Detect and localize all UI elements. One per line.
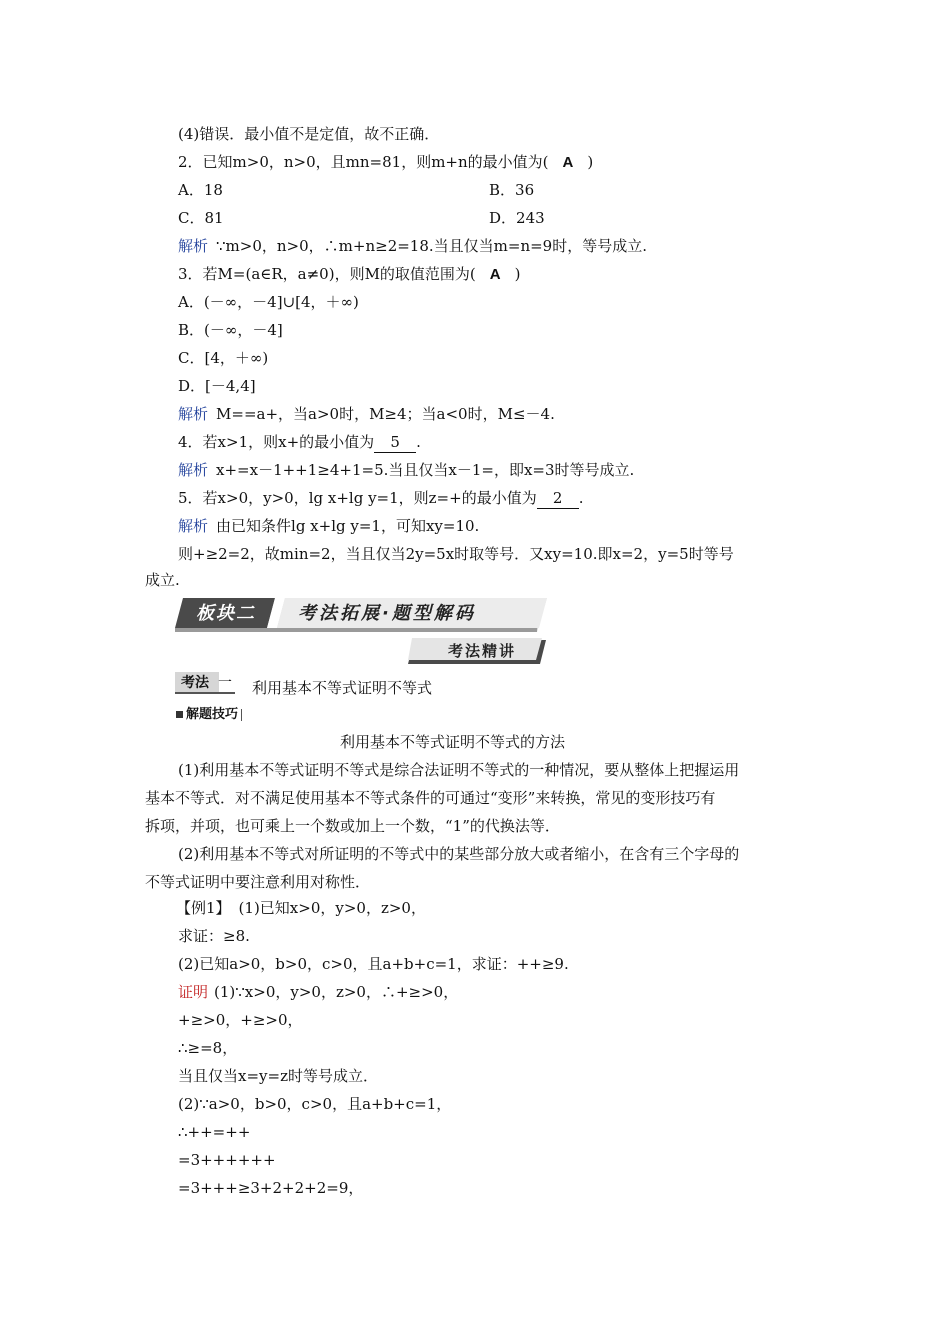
option-d: D．[－4,4]	[178, 377, 256, 395]
close-paren: )	[514, 265, 521, 283]
text-line: 则+≥2=2，故min=2，当且仅当2y=5x时取等号．又xy=10.即x=2，y=5时等号	[178, 545, 734, 563]
text-line: (1)利用基本不等式证明不等式是综合法证明不等式的一种情况，要从整体上把握运用	[178, 761, 740, 779]
answer-choice: A	[562, 154, 574, 171]
proof-1	[178, 982, 458, 1002]
sub-banner-label: 考法精讲	[448, 642, 517, 660]
text-line: 拆项，并项，也可乘上一个数或加上一个数，“1”的代换法等．	[145, 817, 560, 835]
solution-2	[178, 236, 647, 256]
proof-text: (1)∵x>0，y>0，z>0，∴+≥>0，	[214, 983, 459, 1001]
text-line: 当且仅当x=y=z时等号成立．	[178, 1067, 378, 1085]
solution-4	[178, 460, 634, 480]
tag-divider	[241, 709, 242, 721]
method-title: 利用基本不等式证明不等式的方法	[340, 733, 566, 751]
text-line: 不等式证明中要注意利用对称性．	[145, 873, 371, 891]
option-d: D．243	[489, 209, 545, 227]
option-a: A．18	[178, 181, 223, 199]
question-4	[178, 432, 421, 453]
solution-3	[178, 404, 555, 424]
solution-text: x+=x－1++1≥4+1=5.当且仅当x－1=，即x=3时等号成立.	[216, 461, 635, 479]
banner-left-label: 板块二	[196, 603, 256, 624]
text-line: +≥>0，+≥>0，	[178, 1011, 303, 1029]
text-line: 成立.	[145, 571, 180, 589]
solution-5	[178, 516, 479, 536]
answer-blank: 2	[537, 488, 579, 509]
jieti-label: 解题技巧	[186, 707, 239, 722]
option-c: C．81	[178, 209, 224, 227]
text-line: (2)利用基本不等式对所证明的不等式中的某些部分放大或者缩小，在含有三个字母的	[178, 845, 740, 863]
option-b: B．36	[489, 181, 535, 199]
solution-label: 解析	[178, 461, 209, 479]
close-paren: )	[587, 153, 594, 171]
question-text: 4．若x>1，则x+的最小值为	[178, 433, 375, 451]
text-line: (2)∵a>0，b>0，c>0，且a+b+c=1，	[178, 1095, 452, 1113]
question-5	[178, 488, 583, 509]
example-text: (1)已知x>0，y>0，z>0，	[238, 899, 426, 917]
kaofa-number: 一	[218, 675, 232, 691]
solution-label: 解析	[178, 517, 209, 535]
text-line: =3++++++	[178, 1151, 276, 1169]
question-text: 2．已知m>0，n>0，且mn=81，则m+n的最小值为(	[178, 153, 549, 171]
solution-text: ∵m>0，n>0，∴m+n≥2=18.当且仅当m=n=9时，等号成立.	[216, 237, 647, 255]
text-line: =3+++≥3+2+2+2=9，	[178, 1179, 364, 1197]
solution-text: 由已知条件lg x+lg y=1，可知xy=10.	[216, 517, 480, 535]
text-line: 基本不等式．对不满足使用基本不等式条件的可通过“变形”来转换，常见的变形技巧有	[145, 789, 716, 807]
kaofa-title: 利用基本不等式证明不等式	[252, 679, 433, 697]
jieti-tag	[176, 705, 242, 725]
text-line: (2)已知a>0，b>0，c>0，且a+b+c=1，求证：++≥9.	[178, 955, 569, 973]
question-text: 3．若M=(a∈R，a≠0)，则M的取值范围为(	[178, 265, 476, 283]
banner-right-label: 考法拓展·题型解码	[298, 603, 476, 624]
kaofa-tag-label: 考法	[181, 675, 209, 691]
solution-label: 解析	[178, 237, 209, 255]
period: .	[578, 489, 584, 507]
solution-text: M==a+，当a>0时，M≥4；当a<0时，M≤－4.	[216, 405, 555, 423]
question-2	[178, 152, 593, 173]
option-b: B．(－∞，－4]	[178, 321, 283, 339]
text-line: ∴++=++	[178, 1123, 251, 1141]
square-bullet-icon	[176, 711, 183, 718]
text-line: ∴≥=8，	[178, 1039, 238, 1057]
question-text: 5．若x>0，y>0，lg x+lg y=1，则z=+的最小值为	[178, 489, 537, 507]
example-1	[176, 898, 426, 918]
option-a: A．(－∞，－4]∪[4，＋∞)	[178, 293, 359, 311]
question-3	[178, 264, 521, 285]
proof-label: 证明	[178, 983, 209, 1001]
option-c: C．[4，＋∞)	[178, 349, 269, 367]
solution-label: 解析	[178, 405, 209, 423]
answer-choice: A	[489, 266, 501, 283]
text-line: 求证：≥8.	[178, 927, 250, 945]
answer-blank: 5	[374, 432, 416, 453]
text-line: (4)错误．最小值不是定值，故不正确．	[178, 125, 440, 143]
period: .	[416, 433, 421, 451]
example-label: 【例1】	[176, 899, 231, 917]
